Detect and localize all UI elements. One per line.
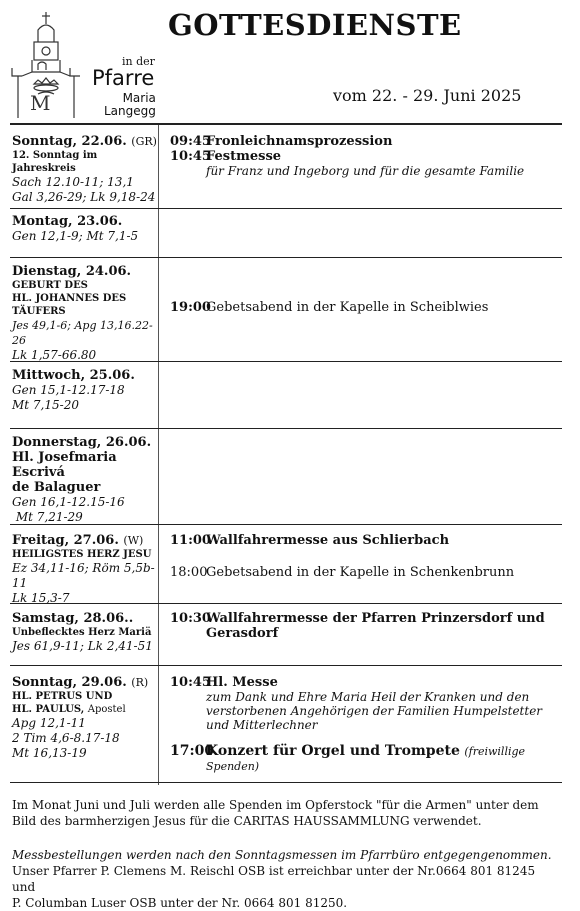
contact-line: Unser Pfarrer P. Clemens M. Reischl OSB ist erreichbar unter der Nr.0664 801 81245 und (12, 864, 536, 894)
reading: Lk 15,3-7 (12, 591, 70, 605)
day-label: Donnerstag, 26.06. (12, 435, 152, 450)
divider (10, 208, 562, 209)
day-row-dienstag-24 (10, 260, 560, 362)
event-time: 18:00 (170, 565, 208, 580)
day-row-donnerstag-26 (10, 431, 560, 524)
reading: Jes 61,9-11; Lk 2,41-51 (12, 639, 153, 653)
reading: Gen 16,1-12.15-16 (12, 495, 125, 509)
date-range: vom 22. - 29. Juni 2025 (333, 86, 522, 105)
feast-name: HEILIGSTES HERZ JESU (12, 549, 152, 560)
event-title: Gebetsabend in der Kapelle in Scheiblwies (206, 300, 489, 315)
reading: 2 Tim 4,6-8.17-18 (12, 731, 120, 745)
day-info (12, 533, 158, 606)
day-info (12, 134, 158, 205)
events (170, 134, 560, 178)
event-intention: verstorbenen Angehörigen der Familien Humpelstetter (206, 704, 543, 718)
event-intention: für Franz und Ingeborg und für die gesamte Familie (206, 164, 525, 178)
day-info (12, 435, 158, 525)
day-row-sonntag-22 (10, 130, 560, 206)
divider (10, 782, 562, 783)
parish-logo (8, 10, 158, 118)
mass-booking-note: Messbestellungen werden nach den Sonntagsmessen im Pfarrbüro entgegengenommen. (12, 848, 552, 862)
day-label: Freitag, 27.06. (12, 533, 119, 548)
event-title: Hl. Messe (206, 675, 278, 690)
reading: Gal 3,26-29; Lk 9,18-24 (12, 190, 156, 204)
reading: Gen 15,1-12.17-18 (12, 383, 125, 397)
events (170, 611, 560, 641)
event-note: (freiwillige Spenden) (206, 745, 526, 773)
liturgical-color: (GR) (131, 135, 157, 148)
feast-name: de Balaguer (12, 480, 101, 495)
contact-info (12, 847, 560, 911)
reading: Apg 12,1-11 (12, 716, 86, 730)
reading: Sach 12.10-11; 13,1 (12, 175, 134, 189)
feast-suffix: Apostel (87, 704, 126, 715)
divider (10, 603, 562, 604)
reading: Mt 7,15-20 (12, 398, 79, 412)
logo-text-place: Maria Langegg (104, 91, 156, 118)
feast-name: HL. JOHANNES DES (12, 293, 127, 304)
divider (10, 428, 562, 429)
reading: Mt 16,13-19 (12, 746, 87, 760)
event-time: 19:00 (170, 300, 211, 315)
event (170, 744, 560, 774)
reading: Lk 1,57-66.80 (12, 348, 97, 362)
divider (10, 123, 562, 125)
events (170, 533, 560, 580)
contact-line: P. Columban Luser OSB unter der Nr. 0664 801 81250. (12, 896, 348, 910)
feast-name: HL. PAULUS, (12, 704, 85, 715)
day-label: Sonntag, 22.06. (12, 134, 127, 149)
event-intention: und Mitterlechner (206, 718, 318, 732)
event-time: 10:45 (170, 675, 211, 690)
feast-name: GEBURT DES (12, 280, 88, 291)
day-info (12, 214, 158, 244)
event (170, 134, 560, 149)
event (170, 149, 560, 178)
event-title: Wallfahrermesse der Pfarren Prinzersdorf und Gerasdorf (206, 611, 545, 641)
day-label: Samstag, 28.06.. (12, 611, 134, 626)
divider (10, 257, 562, 258)
feast-name: Hl. Josefmaria Escrivá (12, 450, 117, 480)
event (170, 675, 560, 732)
event (170, 565, 560, 580)
day-row-montag-23 (10, 210, 560, 255)
day-row-samstag-28 (10, 607, 560, 662)
event (170, 300, 560, 315)
logo-text-pfarre: Pfarre (92, 66, 155, 90)
event-intention: zum Dank und Ehre Maria Heil der Kranken und den (206, 690, 530, 704)
feast-name: TÄUFERS (12, 306, 66, 317)
event (170, 611, 560, 641)
feast-name: Unbeflecktes Herz Mariä (12, 627, 152, 638)
event-time: 09:45 (170, 134, 211, 149)
svg-text:M: M (30, 91, 51, 115)
day-row-freitag-27 (10, 529, 560, 605)
page-title: GOTTESDIENSTE (168, 8, 462, 42)
event (170, 533, 560, 548)
liturgical-color: (W) (123, 534, 144, 547)
day-label: Montag, 23.06. (12, 214, 123, 229)
event-time: 10:30 (170, 611, 211, 626)
reading: Mt 7,21-29 (12, 510, 83, 524)
events (170, 675, 560, 774)
feast-name: HL. PETRUS UND (12, 691, 113, 702)
event-title: Gebetsabend in der Kapelle in Schenkenbrunn (206, 565, 515, 580)
divider (10, 361, 562, 362)
day-row-mittwoch-25 (10, 364, 560, 424)
logo-text-small: in der (122, 55, 155, 68)
event-time: 10:45 (170, 149, 211, 164)
divider (10, 665, 562, 666)
reading: Jes 49,1-6; Apg 13,16.22-26 (12, 319, 153, 347)
event-title: Festmesse (206, 149, 282, 164)
reading: Ez 34,11-16; Röm 5,5b-11 (12, 561, 155, 590)
event-time: 17:00 (170, 743, 215, 759)
day-info (12, 368, 158, 413)
day-info (12, 264, 158, 363)
day-row-sonntag-29 (10, 671, 560, 779)
events (170, 300, 560, 315)
day-info (12, 675, 158, 761)
day-info (12, 611, 158, 654)
day-label: Sonntag, 29.06. (12, 675, 127, 690)
divider (10, 524, 562, 525)
event-time: 11:00 (170, 533, 211, 548)
feast-name: 12. Sonntag im Jahreskreis (12, 150, 98, 174)
church-icon (8, 10, 98, 118)
day-label: Dienstag, 24.06. (12, 264, 132, 279)
event-title: Fronleichnamsprozession (206, 134, 393, 149)
reading: Gen 12,1-9; Mt 7,1-5 (12, 229, 139, 243)
event-title: Wallfahrermesse aus Schlierbach (206, 533, 450, 548)
liturgical-color: (R) (131, 676, 149, 689)
day-label: Mittwoch, 25.06. (12, 368, 135, 383)
event-title: Konzert für Orgel und Trompete (206, 743, 460, 759)
caritas-notice: Im Monat Juni und Juli werden alle Spenden im Opferstock "für die Armen" unter dem Bild des barmherzigen Jesus für die CARITAS HAUSSAMMLUNG verwendet. (12, 798, 539, 828)
